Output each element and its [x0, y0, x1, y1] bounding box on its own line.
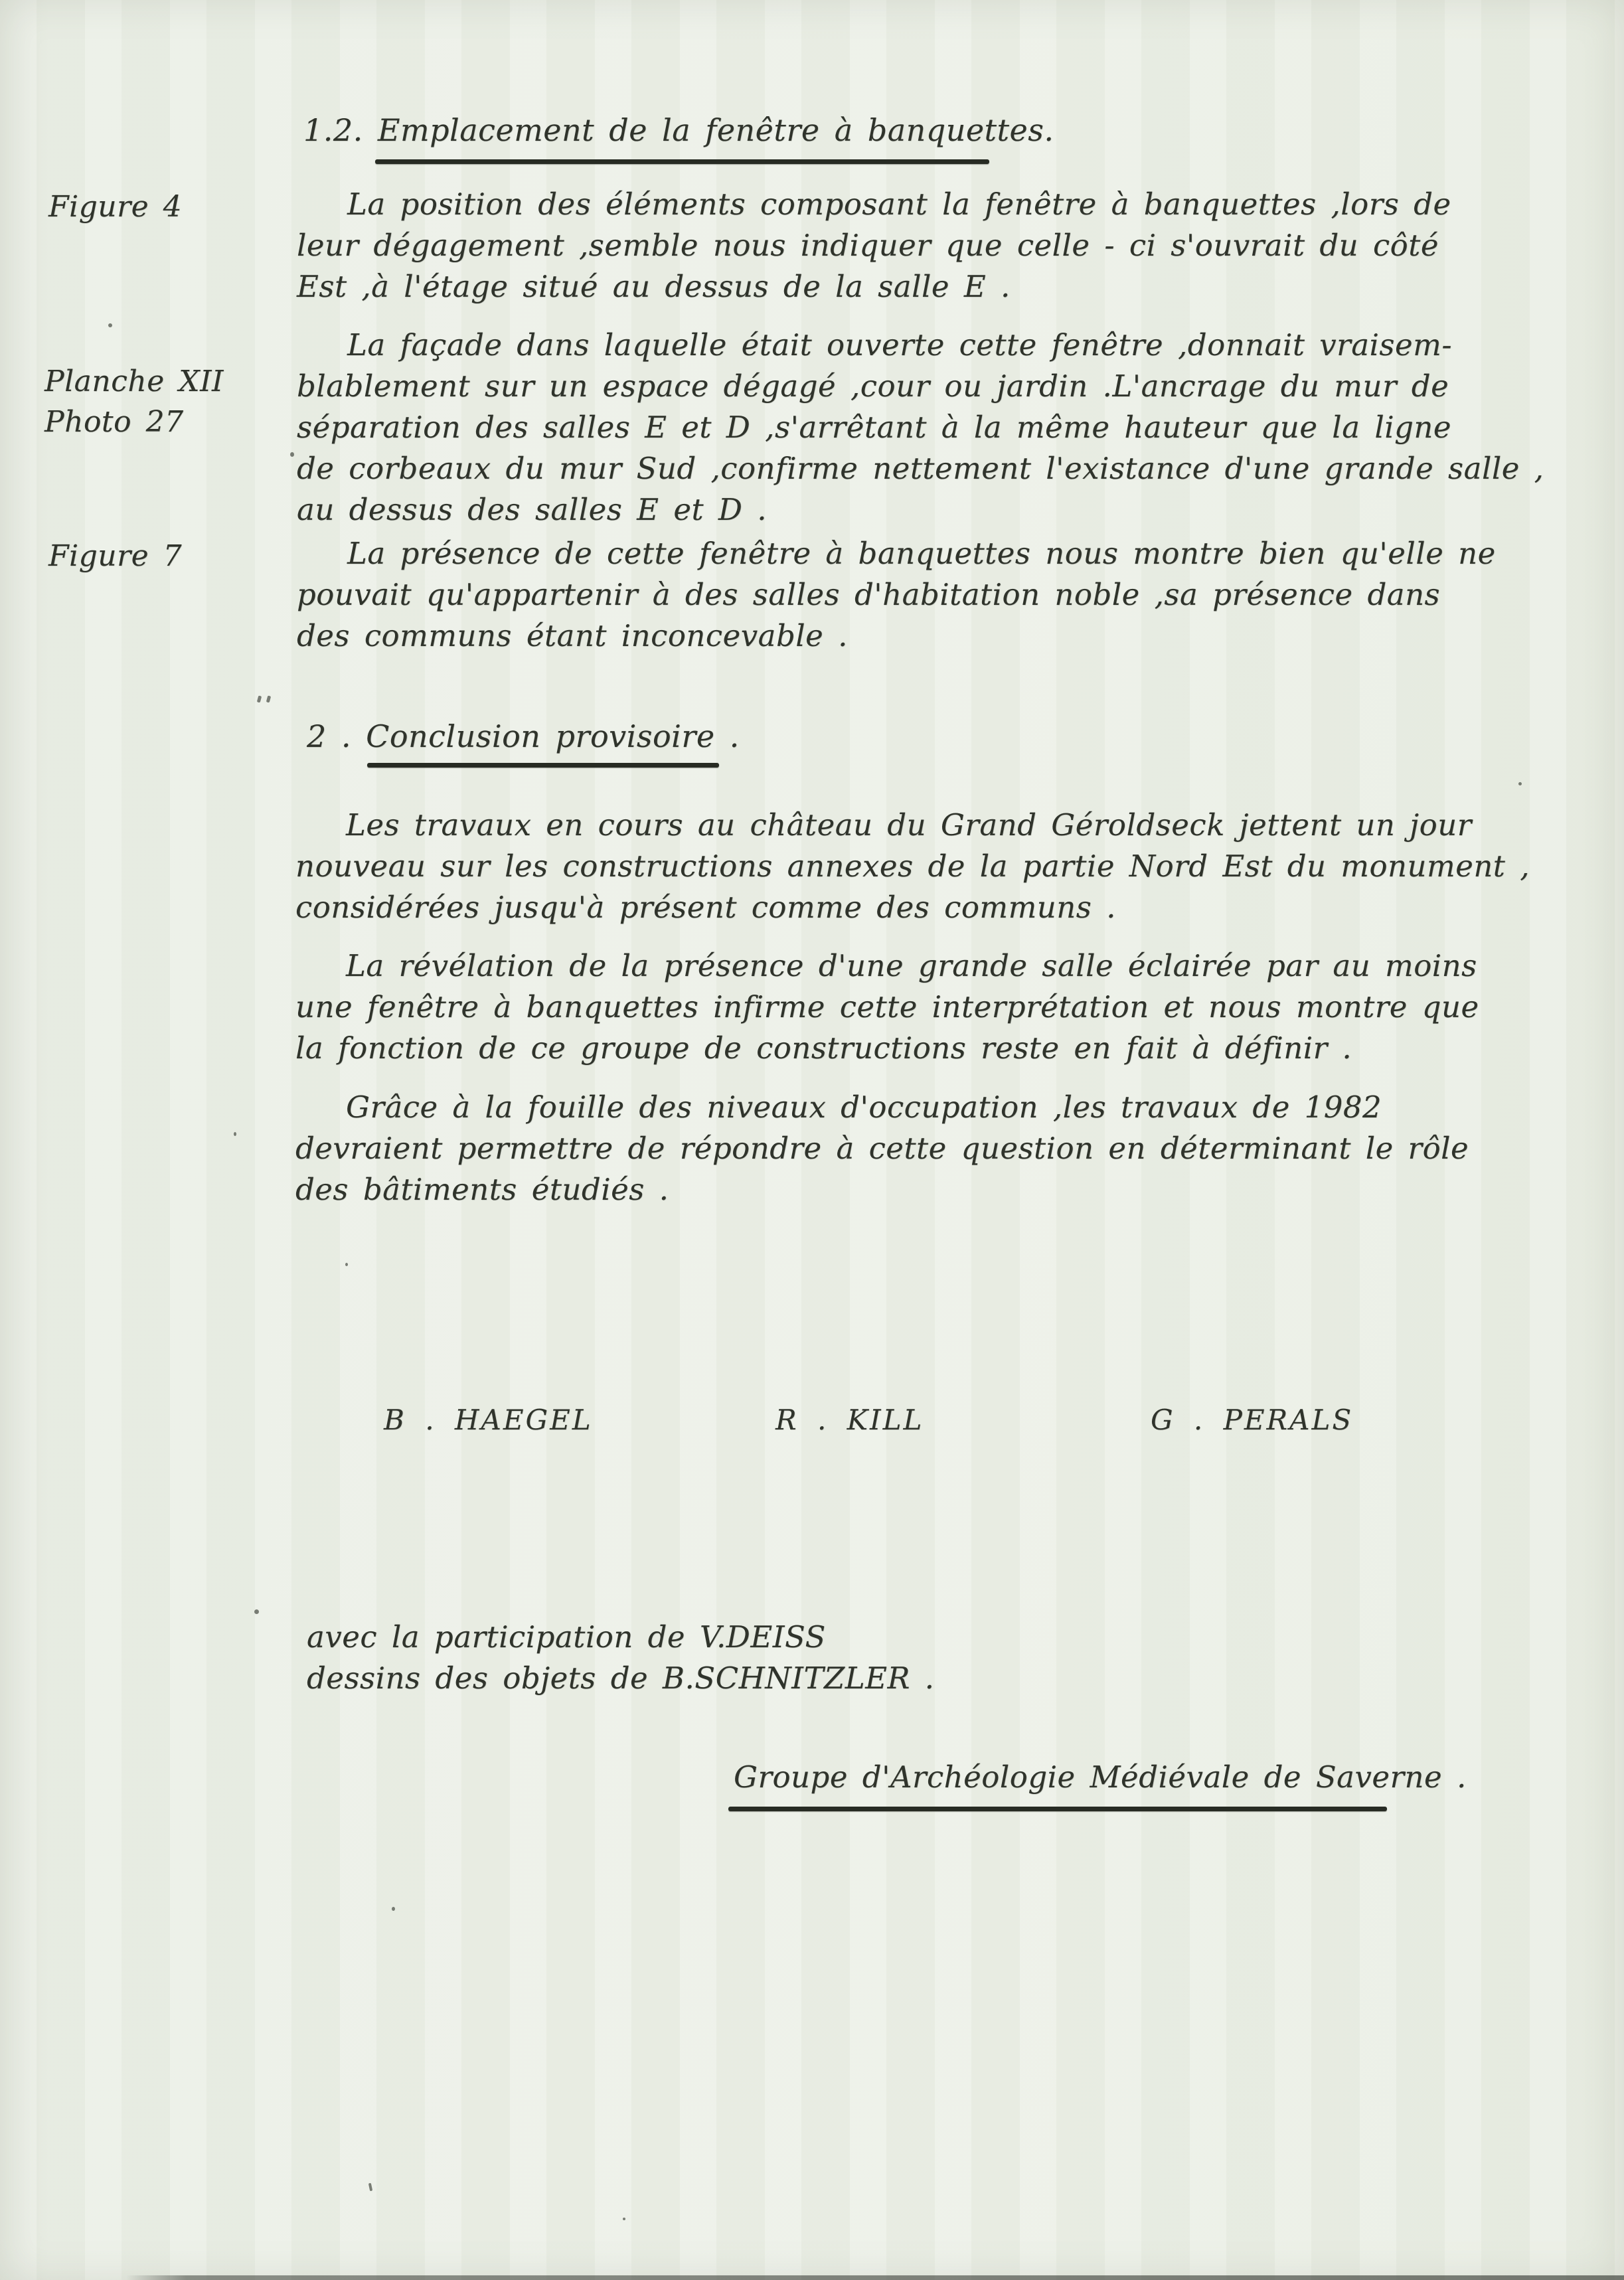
section-2-heading: 2 . Conclusion provisoire . — [307, 718, 740, 754]
text-line: Les travaux en cours au château du Grand Géroldseck jettent un jour — [346, 807, 1472, 843]
signature-r-kill: R . KILL — [775, 1404, 924, 1436]
text-line: Est ,à l'étage situé au dessus de la salle E . — [297, 269, 1011, 304]
text-line: au dessus des salles E et D . — [297, 492, 768, 527]
paper-speck — [392, 1907, 395, 1911]
paper-speck — [623, 2218, 625, 2220]
paper-speck — [254, 1609, 259, 1614]
text-line: la fonction de ce groupe de constructions reste en fait à définir . — [295, 1030, 1352, 1066]
text-line: dessins des objets de B.SCHNITZLER . — [307, 1661, 935, 1696]
text-line: leur dégagement ,semble nous indiquer que celle - ci s'ouvrait du côté — [297, 228, 1439, 263]
credits-group-underline — [728, 1807, 1387, 1811]
text-line: devraient permettre de répondre à cette question en déterminant le rôle — [295, 1131, 1469, 1166]
credits-participation — [307, 1617, 934, 1699]
paragraph-window-position — [297, 184, 1451, 307]
text-line: La façade dans laquelle était ouverte cette fenêtre ,donnait vraisem- — [347, 327, 1453, 363]
margin-note-figure-7: Figure 7 — [48, 539, 183, 573]
margin-note-photo-27: Photo 27 — [44, 405, 184, 439]
paper-speck — [368, 2183, 372, 2192]
paragraph-noble-rooms — [297, 533, 1496, 657]
text-line: La présence de cette fenêtre à banquettes nous montre bien qu'elle ne — [347, 536, 1496, 571]
paragraph-revelation — [295, 945, 1479, 1069]
credits-group: Groupe d'Archéologie Médiévale de Saverne . — [734, 1759, 1467, 1795]
text-line: une fenêtre à banquettes infirme cette interprétation et nous montre que — [295, 989, 1479, 1024]
text-line: avec la participation de V.DEISS — [307, 1619, 826, 1655]
paper-speck — [1518, 782, 1522, 785]
text-line: des communs étant inconcevable . — [297, 618, 848, 653]
text-line: nouveau sur les constructions annexes de la partie Nord Est du monument , — [295, 849, 1530, 884]
text-line: pouvait qu'appartenir à des salles d'habitation noble ,sa présence dans — [297, 577, 1441, 612]
paper-speck — [108, 323, 112, 327]
text-line: Grâce à la fouille des niveaux d'occupation ,les travaux de 1982 — [346, 1090, 1382, 1125]
margin-note-figure-4: Figure 4 — [48, 190, 183, 224]
text-line: La position des éléments composant la fenêtre à banquettes ,lors de — [347, 187, 1451, 222]
text-line: séparation des salles E et D ,s'arrêtant à la même hauteur que la ligne — [297, 410, 1452, 445]
text-line: considérées jusqu'à présent comme des communs . — [295, 890, 1116, 925]
paragraph-travaux-en-cours — [295, 805, 1530, 928]
paragraph-fouille-1982 — [295, 1087, 1469, 1210]
paper-speck — [290, 452, 294, 457]
margin-note-planche-xii: Planche XII — [44, 365, 224, 398]
section-1-2-heading: 1.2. Emplacement de la fenêtre à banquettes. — [303, 112, 1054, 148]
section-2-heading-underline — [367, 763, 719, 768]
paper-speck — [257, 696, 262, 703]
text-line: de corbeaux du mur Sud ,confirme nettement l'existance d'une grande salle , — [297, 451, 1544, 486]
text-line: blablement sur un espace dégagé ,cour ou jardin .L'ancrage du mur de — [297, 368, 1449, 404]
signature-g-perals: G . PERALS — [1151, 1404, 1354, 1436]
text-line: des bâtiments étudiés . — [295, 1172, 669, 1207]
paper-speck — [234, 1132, 236, 1136]
section-1-2-heading-underline — [375, 159, 989, 164]
text-line: La révélation de la présence d'une grande salle éclairée par au moins — [346, 948, 1477, 983]
signature-b-haegel: B . HAEGEL — [384, 1404, 593, 1436]
scan-edge-artifact — [126, 2275, 1624, 2280]
paper-speck — [345, 1263, 348, 1266]
paper-speck — [266, 696, 271, 703]
paragraph-facade — [297, 325, 1544, 530]
